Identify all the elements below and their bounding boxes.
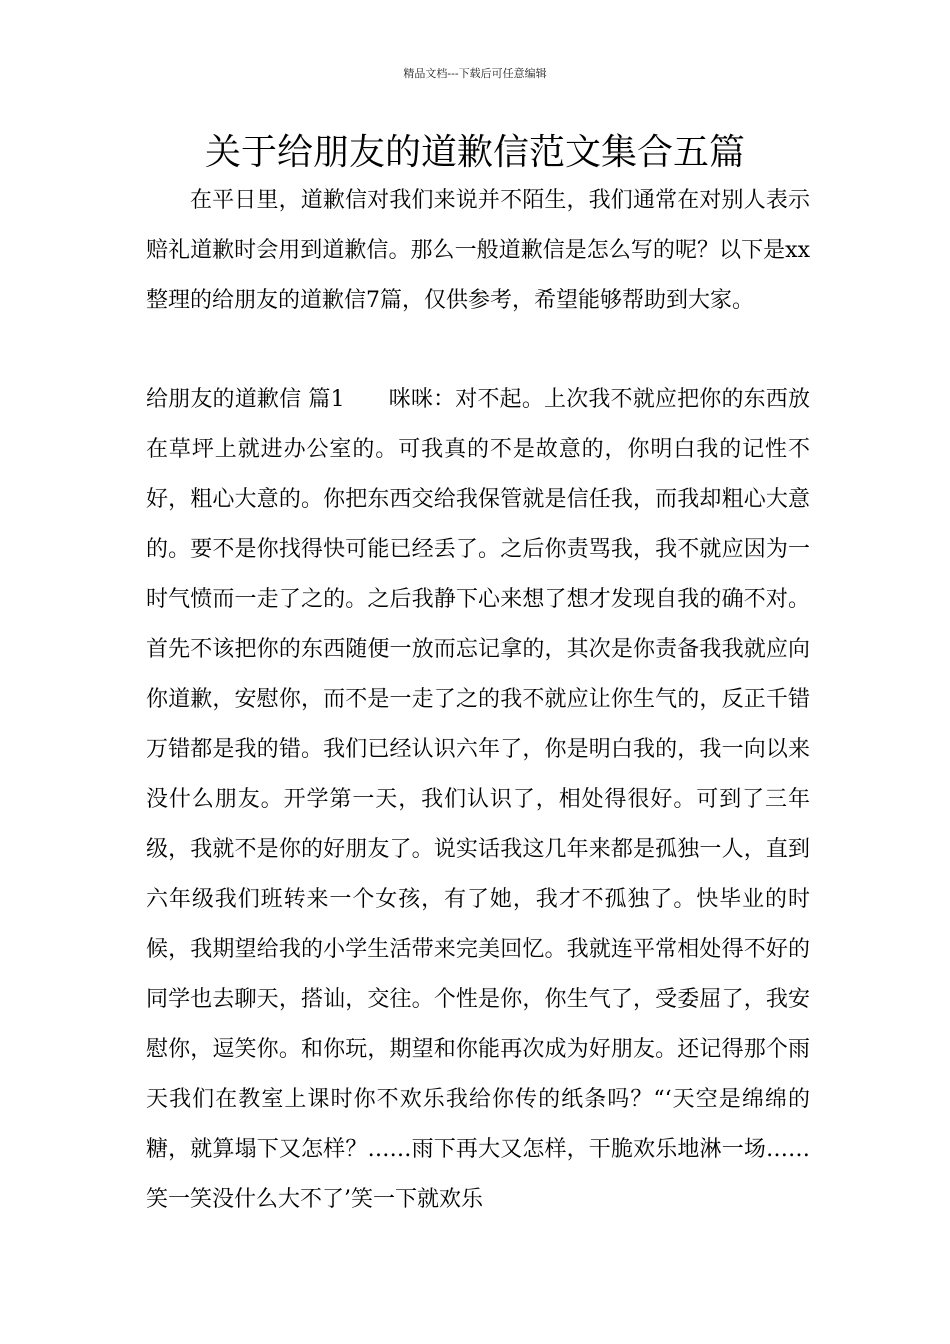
letter-1-body: 咪咪：对不起。上次我不就应把你的东西放在草坪上就进办公室的。可我真的不是故意的，你明白我的记性不好，粗心大意的。你把东西交给我保管就是信任我，而我却粗心大意的。要不是你找得快可能已经丢了。之后你责骂我，我不就应因为一时气愤而一走了之的。之后我静下心来想了想才发现自我的确不对。首先不该把你的东西随便一放而忘记拿的，其次是你责备我我就应向你道歉，安慰你，而不是一走了之的我不就应让你生气的，反正千错万错都是我的错。我们已经认识六年了，你是明白我的，我一向以来没什么朋友。开学第一天，我们认识了，相处得很好。可到了三年级，我就不是你的好朋友了。说实话我这几年来都是孤独一人，直到六年级我们班转来一个女孩，有了她，我才不孤独了。快毕业的时候，我期望给我的小学生活带来完美回忆。我就连平常相处得不好的同学也去聊天，搭讪，交往。个性是你，你生气了，受委屈了，我安慰你，逗笑你。和你玩，期望和你能再次成为好朋友。还记得那个雨天我们在教室上课时你不欢乐我给你传的纸条吗？“‘天空是绵绵的糖，就算塌下又怎样？……雨下再大又怎样，干脆欢乐地淋一场……笑一笑没什么大不了’笑一下就欢乐 <box>146 387 810 1212</box>
document-title: 关于给朋友的道歉信范文集合五篇 <box>204 132 745 173</box>
page-header-note: 精品文档---下载后可任意编辑 <box>403 67 547 80</box>
letter-1-paragraph <box>146 375 810 1225</box>
letter-1-heading: 给朋友的道歉信 篇1 <box>146 387 345 412</box>
intro-paragraph: 在平日里，道歉信对我们来说并不陌生，我们通常在对别人表示赔礼道歉时会用到道歉信。那么一般道歉信是怎么写的呢？以下是xx整理的给朋友的道歉信7篇，仅供参考，希望能够帮助到大家。 <box>146 188 810 313</box>
